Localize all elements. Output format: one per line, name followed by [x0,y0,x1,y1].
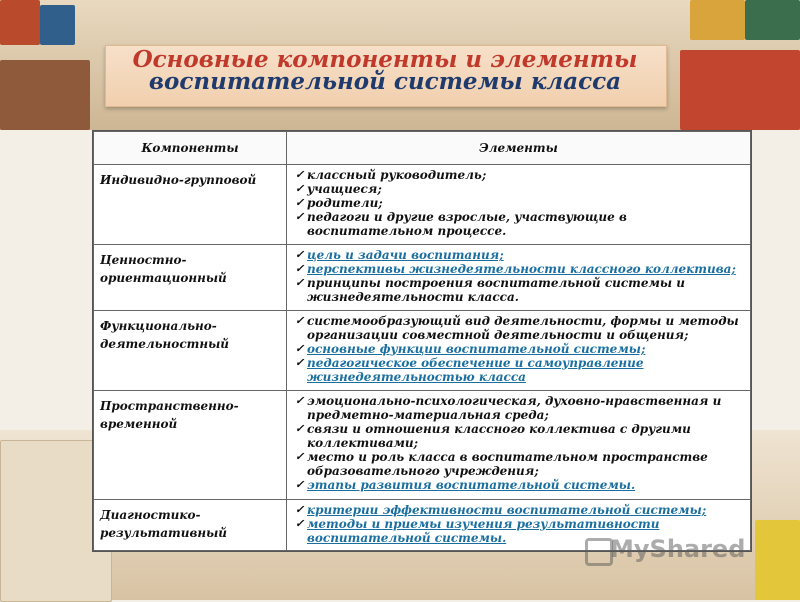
book-decoration [745,0,800,40]
table-row [94,245,751,311]
list-item: ✓ системообразующий вид деятельности, формы и методы организации совместной деятельности и общения; [295,314,744,342]
component-cell: Диагностико-результативный [94,500,287,551]
book-decoration [690,0,745,40]
list-item-link[interactable] [295,342,744,356]
components-table [92,130,752,552]
elements-cell [287,245,751,311]
list-item-link[interactable] [295,503,744,517]
book-decoration [755,520,800,600]
watermark-icon [585,538,613,566]
component-cell: Ценностно-ориентационный [94,245,287,311]
list-item-link[interactable] [295,262,744,276]
list-item-link[interactable] [295,356,744,384]
book-decoration [0,60,90,130]
list-item-link[interactable] [295,248,744,262]
elements-cell [287,165,751,245]
elements-cell [287,390,751,499]
title-line-2: воспитательной системы класса [148,68,622,95]
list-item: ✓ место и роль класса в воспитательном пространстве образовательного учреждения; [295,450,744,478]
list-item: ✓ родители; [295,196,744,210]
page-title [105,46,665,95]
header-components: Компоненты [94,132,287,165]
elements-cell [287,310,751,390]
book-decoration [40,5,75,45]
link-text[interactable]: цель и задачи воспитания; [307,248,504,263]
table-row [94,310,751,390]
link-text[interactable]: педагогическое обеспечение и самоуправление жизнедеятельностью класса [307,355,644,384]
list-item-link[interactable] [295,478,744,492]
component-cell: Индивидно-групповой [94,165,287,245]
list-item: ✓ классный руководитель; [295,168,744,182]
link-text[interactable]: этапы развития воспитательной системы. [307,477,636,492]
component-cell: Функционально-деятельностный [94,310,287,390]
link-text[interactable]: методы и приемы изучения результативности воспитательной системы. [307,517,660,545]
list-item: ✓ педагоги и другие взрослые, участвующие в воспитательном процессе. [295,210,744,238]
list-item: ✓ учащиеся; [295,182,744,196]
book-decoration [680,50,800,130]
list-item: ✓ связи и отношения классного коллектива с другими коллективами; [295,422,744,450]
watermark-text: MyShared [610,535,746,563]
table-row [94,390,751,499]
title-line-1: Основные компоненты и элементы [132,46,638,73]
component-cell: Пространственно-временной [94,390,287,499]
header-elements: Элементы [287,132,751,165]
link-text[interactable]: основные функции воспитательной системы; [307,341,646,356]
list-item: ✓ принципы построения воспитательной системы и жизнедеятельности класса. [295,276,744,304]
table-row [94,165,751,245]
book-decoration [0,0,40,45]
link-text[interactable]: перспективы жизнедеятельности классного коллектива; [307,262,736,277]
list-item: ✓ эмоционально-психологическая, духовно-нравственная и предметно-материальная среда; [295,394,744,422]
link-text[interactable]: критерии эффективности воспитательной системы; [307,503,707,517]
